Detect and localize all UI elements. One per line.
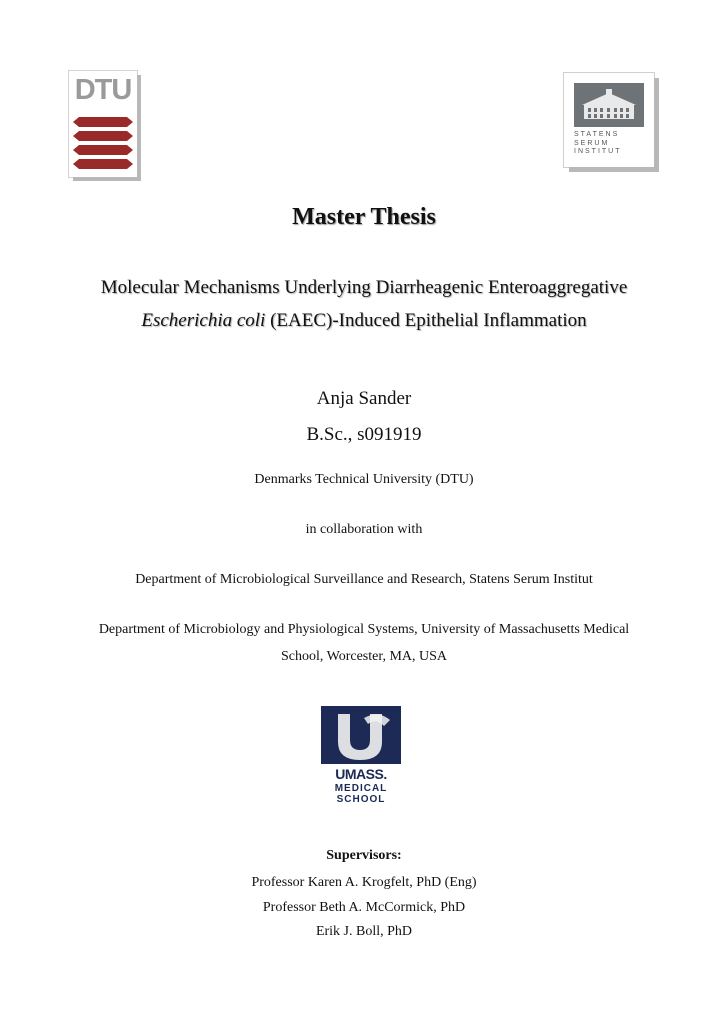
collaboration-text: in collaboration with	[305, 522, 423, 537]
dtu-logo-text: DTU	[74, 74, 132, 106]
thesis-type-heading: Master Thesis	[292, 204, 436, 230]
university-name: Denmarks Technical University (DTU)	[254, 472, 474, 487]
thesis-title-line-2	[0, 310, 728, 332]
ssi-logo	[564, 73, 654, 167]
supervisors-heading: Supervisors:	[326, 848, 402, 863]
supervisor-3: Erik J. Boll, PhD	[315, 924, 413, 939]
umass-logo-line-3: SCHOOL	[336, 794, 386, 805]
thesis-title-line-2-rest: (EAEC)-Induced Epithelial Inflammation	[265, 310, 587, 331]
department-umass-line-1: Department of Microbiology and Physiological Systems, University of Massachusetts Medical	[98, 622, 630, 637]
umass-logo-line-2: MEDICAL	[334, 783, 388, 794]
ssi-building-icon	[574, 83, 644, 127]
umass-logo-line-1: UMASS.	[335, 766, 387, 782]
department-umass-line-2: School, Worcester, MA, USA	[280, 649, 448, 664]
umass-medical-logo	[320, 706, 402, 806]
department-ssi: Department of Microbiological Surveillance and Research, Statens Serum Institut	[135, 572, 593, 587]
supervisor-1: Professor Karen A. Krogfelt, PhD (Eng)	[251, 875, 477, 890]
author-name: Anja Sander	[316, 388, 412, 409]
organism-name: Escherichia coli	[141, 310, 266, 331]
author-degree: B.Sc., s091919	[306, 424, 422, 445]
supervisor-2: Professor Beth A. McCormick, PhD	[262, 900, 466, 915]
dtu-logo-graphic	[73, 115, 133, 173]
ssi-logo-text: STATENS SERUM INSTITUT	[574, 131, 622, 155]
dtu-logo	[69, 71, 137, 177]
thesis-title-line-1: Molecular Mechanisms Underlying Diarrheagenic Enteroaggregative	[100, 277, 628, 298]
